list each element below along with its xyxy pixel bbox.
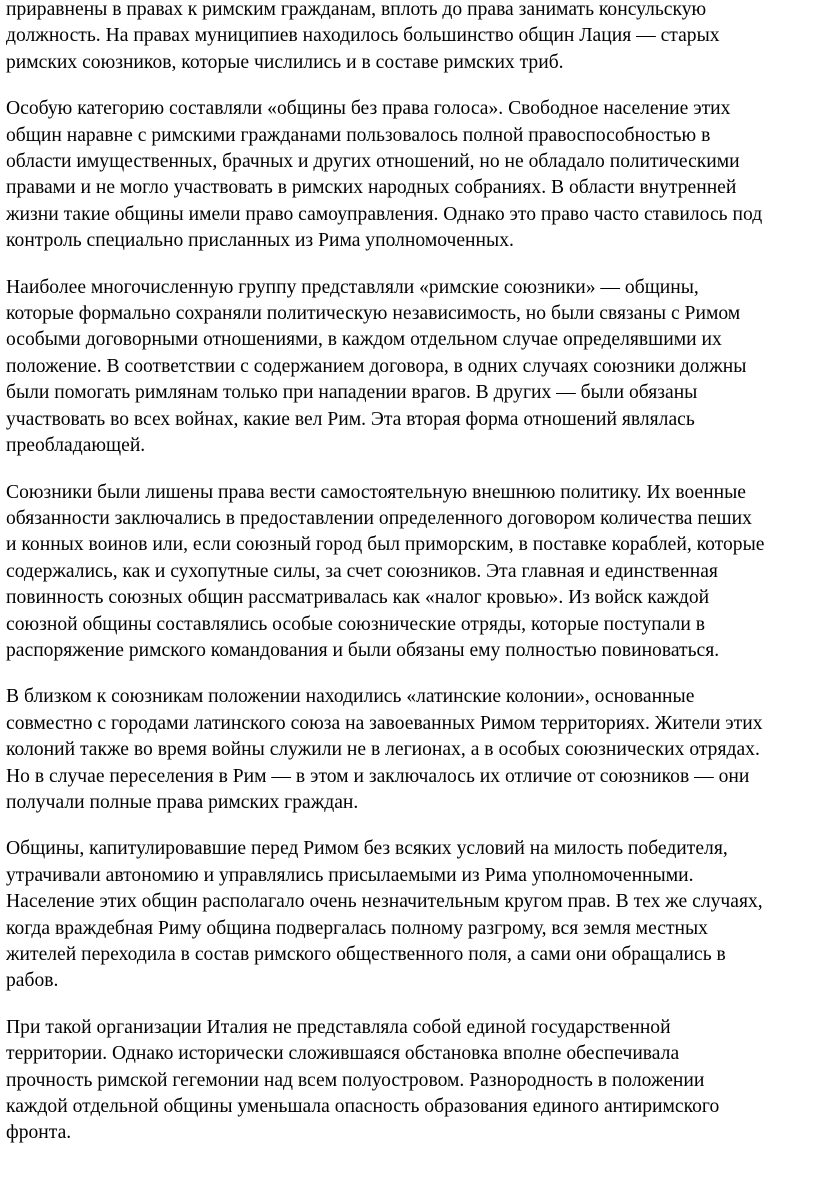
text-line: повинность союзных общин рассматривалась как «налог кровью». Из войск каждой (6, 587, 710, 609)
text-line: утрачивали автономию и управлялись присылаемыми из Рима уполномоченными. (6, 864, 694, 886)
text-line: жителей переходила в состав римского общественного поля, а сами они обращались в (6, 944, 726, 965)
paragraph-capitulated-communities (6, 836, 810, 994)
paragraph-municipia (6, 0, 810, 76)
text-line: совместно с городами латинского союза на завоеванных Римом территориях. Жители этих (6, 712, 763, 734)
text-line: приравнены в правах к римским гражданам, вплоть до права занимать консульскую (6, 0, 707, 20)
text-line: участвовать во всех войнах, какие вел Рим. Эта вторая форма отношений являлась (6, 408, 695, 430)
text-line: особыми договорными отношениями, в каждом отдельном случае определявшими их (6, 329, 722, 351)
text-line: общин наравне с римскими гражданами пользовалось полной правоспособностью в (6, 124, 711, 146)
text-line: жизни такие общины имели право самоуправления. Однако это право часто ставилось под (6, 203, 763, 225)
paragraph-allies-obligations (6, 480, 810, 665)
text-line: союзной общины составлялись особые союзнические отряды, которые поступали в (6, 613, 706, 635)
text-line: В близком к союзникам положении находились «латинские колонии», основанные (6, 686, 695, 708)
text-line: Но в случае переселения в Рим — в этом и заключалось их отличие от союзников — они (6, 765, 750, 787)
paragraph-italy-organization (6, 1015, 810, 1147)
text-line: территории. Однако исторически сложившаяся обстановка вполне обеспечивала (6, 1043, 680, 1065)
text-line: преобладающей. (6, 435, 146, 457)
text-line: прочность римской гегемонии над всем полуостровом. Разнородность в положении (6, 1069, 705, 1091)
text-line: римских союзников, которые числились и в составе римских триб. (6, 51, 564, 73)
paragraph-latin-colonies (6, 684, 810, 816)
text-line: рабов. (6, 970, 59, 992)
text-line: Особую категорию составляли «общины без права голоса». Свободное население этих (6, 98, 731, 120)
text-line: правами и не могло участвовать в римских народных собраниях. В области внутренней (6, 177, 737, 199)
text-line: положение. В соответствии с содержанием договора, в одних случаях союзники должны (6, 355, 747, 377)
text-line: колоний также во время войны служили не в легионах, а в особых союзнических отрядах. (6, 739, 760, 761)
text-line: обязанности заключались в предоставлении определенного договором количества пеших (6, 507, 752, 529)
text-line: области имущественных, брачных и других отношений, но не обладало политическими (6, 151, 740, 173)
text-line: были помогать римлянам только при нападении врагов. В других — были обязаны (6, 382, 698, 404)
text-line: Общины, капитулировавшие перед Римом без всяких условий на милость победителя, (6, 838, 728, 860)
text-line: Население этих общин располагало очень незначительным кругом прав. В тех же случаях, (6, 891, 763, 913)
text-line: распоряжение римского командования и были обязаны ему полностью повиноваться. (6, 639, 720, 661)
text-line: которые формально сохраняли политическую независимость, но были связаны с Римом (6, 303, 741, 325)
text-line: когда враждебная Риму община подвергалась полному разгрому, вся земля местных (6, 917, 708, 939)
paragraph-communities-without-vote (6, 96, 810, 254)
text-line: контроль специально присланных из Рима уполномоченных. (6, 230, 514, 252)
text-line: каждой отдельной общины уменьшала опасность образования единого антиримского (6, 1096, 720, 1118)
text-line: При такой организации Италия не представляла собой единой государственной (6, 1016, 671, 1038)
text-line: фронта. (6, 1122, 72, 1144)
text-line: Наиболее многочисленную группу представляли «римские союзники» — общины, (6, 276, 699, 298)
paragraph-roman-allies (6, 275, 810, 460)
text-line: должность. На правах муниципиев находилось большинство общин Лация — старых (6, 25, 720, 47)
text-line: Союзники были лишены права вести самостоятельную внешнюю политику. Их военные (6, 481, 747, 503)
text-line: содержались, как и сухопутные силы, за счет союзников. Эта главная и единственная (6, 560, 718, 582)
text-line: получали полные права римских граждан. (6, 791, 359, 813)
text-line: и конных воинов или, если союзный город был приморским, в поставке кораблей, которые (6, 534, 765, 556)
